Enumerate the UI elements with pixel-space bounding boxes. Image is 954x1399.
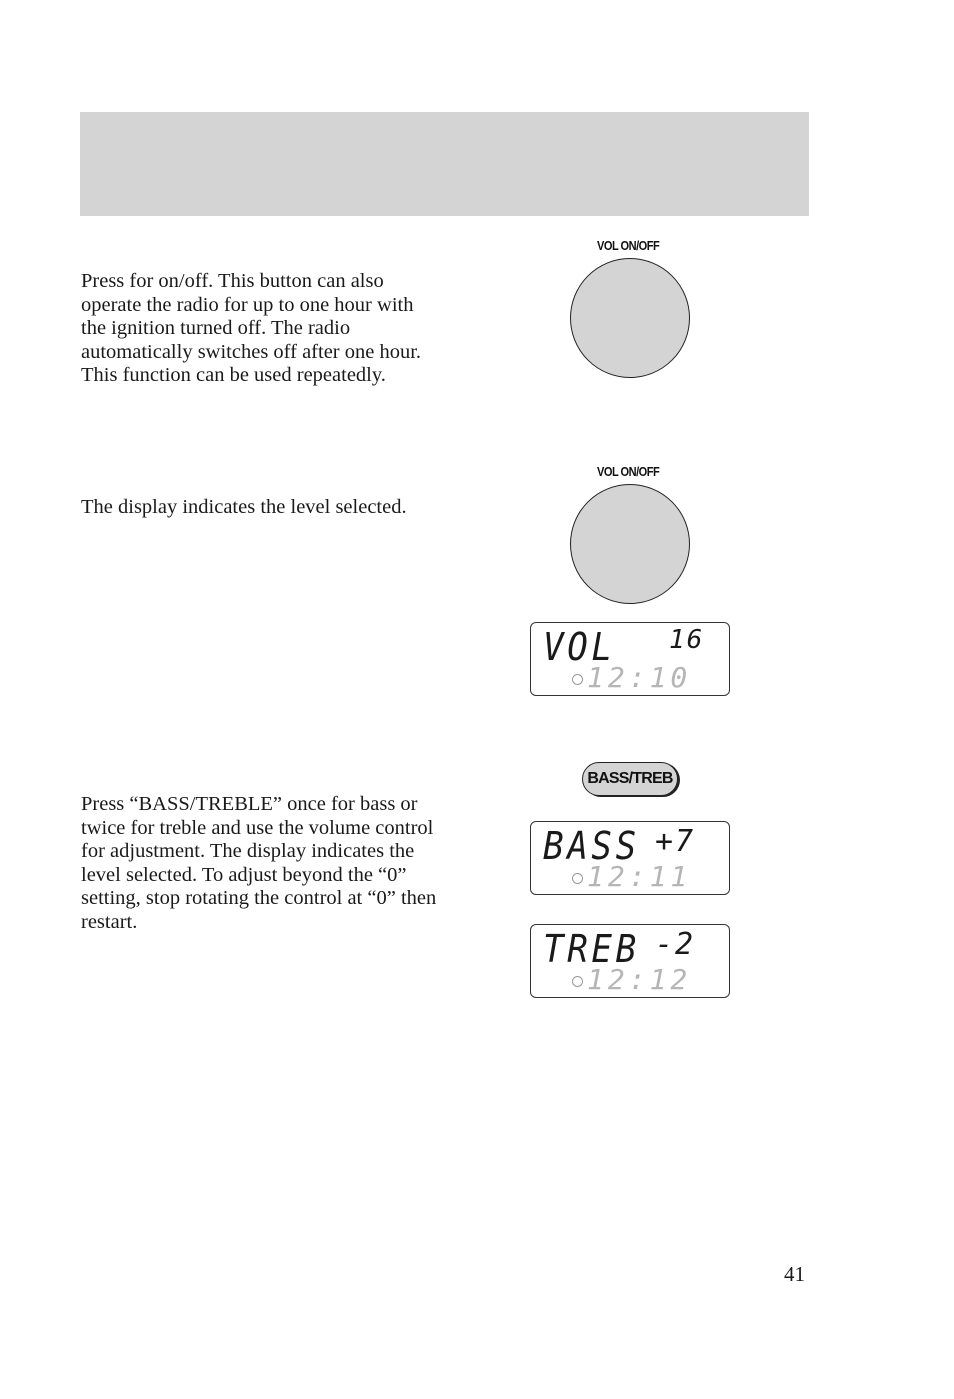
bass-treble-description: Press “BASS/TREBLE” once for bass or twice for treble and use the volume control for adjustment. The display indicates the level selected. To adjust beyond the “0” setting, stop rotating the control at “0” then restart. [81,793,437,933]
vol-onoff-knob[interactable] [570,258,690,378]
lcd-main-text: VOL [543,625,616,669]
lcd-main-text: TREB [543,927,640,971]
clock-icon [572,674,583,685]
vol-onoff-description: Press for on/off. This button can also operate the radio for up to one hour with the ignition turned off. The radio automatically switches off after one hour. This function can be used repeatedly. [81,270,422,386]
lcd-main-text: BASS [543,824,640,868]
page-number: 41 [784,1262,805,1286]
clock-icon [572,976,583,987]
lcd-value: 16 [669,625,705,655]
lcd-bass-display [530,821,730,895]
vol-onoff-label: VOL ON/OFF [597,238,660,253]
lcd-value: +7 [655,824,696,859]
lcd-time: 12:11 [587,860,692,893]
bass-treb-button[interactable] [582,762,678,796]
header-band [80,112,809,216]
lcd-treble-display [530,924,730,998]
volume-knob[interactable] [570,484,690,604]
lcd-value: -2 [655,927,696,962]
lcd-time: 12:10 [587,661,692,694]
volume-level-description: The display indicates the level selected. [81,496,407,518]
clock-icon [572,873,583,884]
vol-onoff-label-2: VOL ON/OFF [597,464,660,479]
lcd-time: 12:12 [587,963,692,996]
lcd-volume-display [530,622,730,696]
bass-treb-label: BASS/TREB [587,770,673,787]
